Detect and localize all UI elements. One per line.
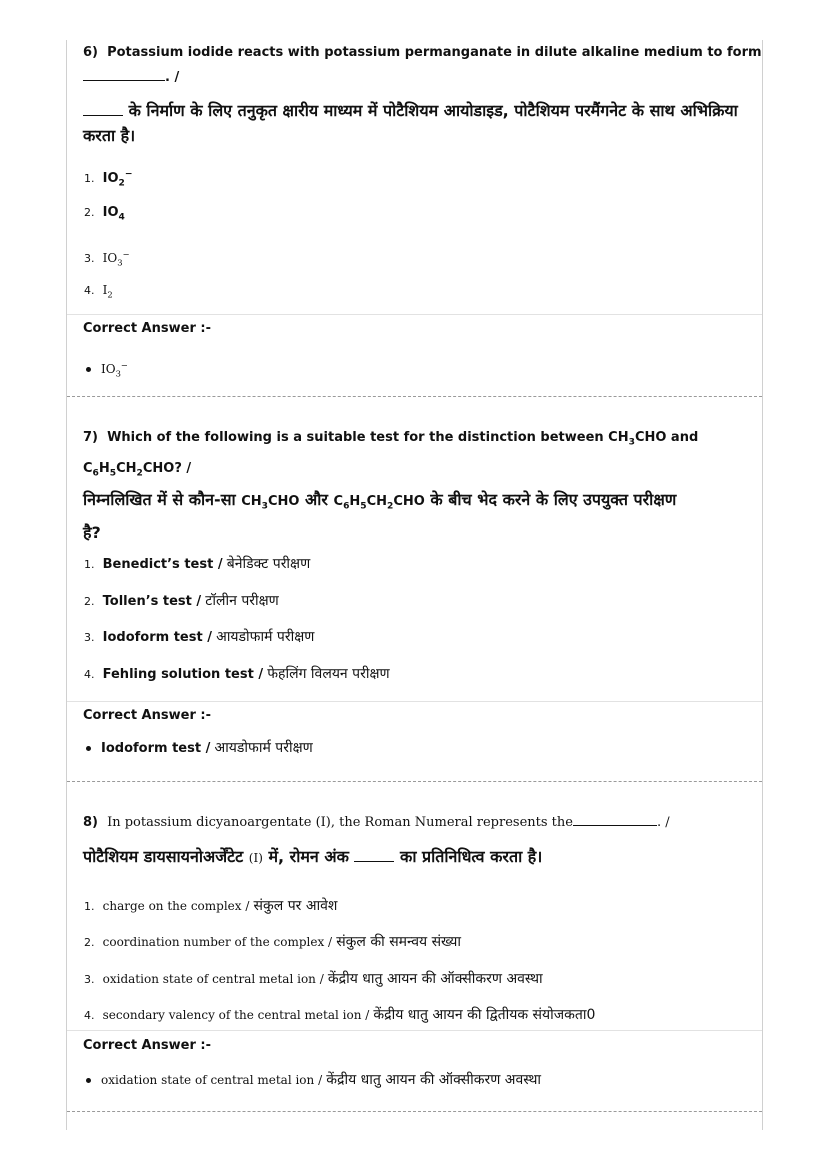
answer-blank (83, 66, 165, 81)
option-7-2[interactable]: 2. Tollen’s test / टॉलीन परीक्षण (84, 593, 279, 609)
option-8-3[interactable]: 3. oxidation state of central metal ion / केंद्रीय धातु आयन की ऑक्सीकरण अवस्था (84, 971, 543, 987)
option-7-1[interactable]: 1. Benedict’s test / बेनेडिक्ट परीक्षण (84, 556, 311, 572)
bullet-icon (86, 1078, 91, 1083)
correct-answer-6: $IO_3^-$ (84, 355, 128, 383)
question-8-text-en: 8) In potassium dicyanoargentate (I), the Roman Numeral represents the . / (83, 810, 670, 835)
option-7-3[interactable]: 3. Iodoform test / आयडोफार्म परीक्षण (84, 629, 315, 645)
question-7-text-hi: निम्नलिखित में से कौन-सा $CH_3CHO$ और $C_6H_5CH_2CHO$ के बीच भेद करने के लिए उपयुक्त परीक्षण है? (83, 490, 677, 542)
bullet-icon (86, 746, 91, 751)
divider (67, 701, 762, 702)
option-8-4[interactable]: 4. secondary valency of the central metal ion / केंद्रीय धातु आयन की द्वितीयक संयोजकता0 (84, 1007, 596, 1023)
option-8-1[interactable]: 1. charge on the complex / संकुल पर आवेश (84, 898, 338, 914)
option-7-4[interactable]: 4. Fehling solution test / फेहलिंग विलयन परीक्षण (84, 666, 390, 682)
divider (67, 1030, 762, 1031)
option-6-4[interactable]: 4. $I_2$ (84, 283, 113, 300)
divider (67, 314, 762, 315)
answer-blank (573, 811, 657, 826)
option-6-2[interactable]: 2. $IO_4$ (84, 205, 125, 223)
correct-answer-8: oxidation state of central metal ion / केंद्रीय धातु आयन की ऑक्सीकरण अवस्था (84, 1070, 541, 1091)
question-separator (67, 1111, 762, 1112)
answer-blank (354, 847, 394, 862)
correct-answer-label: Correct Answer :- (83, 708, 211, 723)
option-6-3[interactable]: 3. $IO_3^-$ (84, 249, 130, 268)
answer-blank (83, 101, 123, 116)
page-frame (66, 40, 763, 1130)
question-separator (67, 781, 762, 782)
question-8-text-hi: पोटैशियम डायसायनोअर्जेंटेट (I) में, रोमन अंक का प्रतिनिधित्व करता है। (83, 847, 543, 866)
question-7-text-en: 7) Which of the following is a suitable test for the distinction between $CH_3CHO$ and $C_6H_5CH_2CHO$? / (83, 430, 699, 479)
bullet-icon (86, 367, 91, 372)
question-separator (67, 396, 762, 397)
correct-answer-label: Correct Answer :- (83, 1038, 211, 1053)
option-8-2[interactable]: 2. coordination number of the complex / संकुल की समन्वय संख्या (84, 934, 461, 950)
question-6-text-en: 6) Potassium iodide reacts with potassium permanganate in dilute alkaline medium to form . / (83, 45, 762, 85)
option-6-1[interactable]: 1. $IO_2^-$ (84, 170, 133, 189)
correct-answer-label: Correct Answer :- (83, 321, 211, 336)
correct-answer-7: Iodoform test / आयडोफार्म परीक्षण (84, 738, 313, 759)
question-6-text-hi: के निर्माण के लिए तनुकृत क्षारीय माध्यम में पोटैशियम आयोडाइड, पोटैशियम परमैंगनेट के साथ अभिक्रिया करता है। (83, 101, 738, 145)
